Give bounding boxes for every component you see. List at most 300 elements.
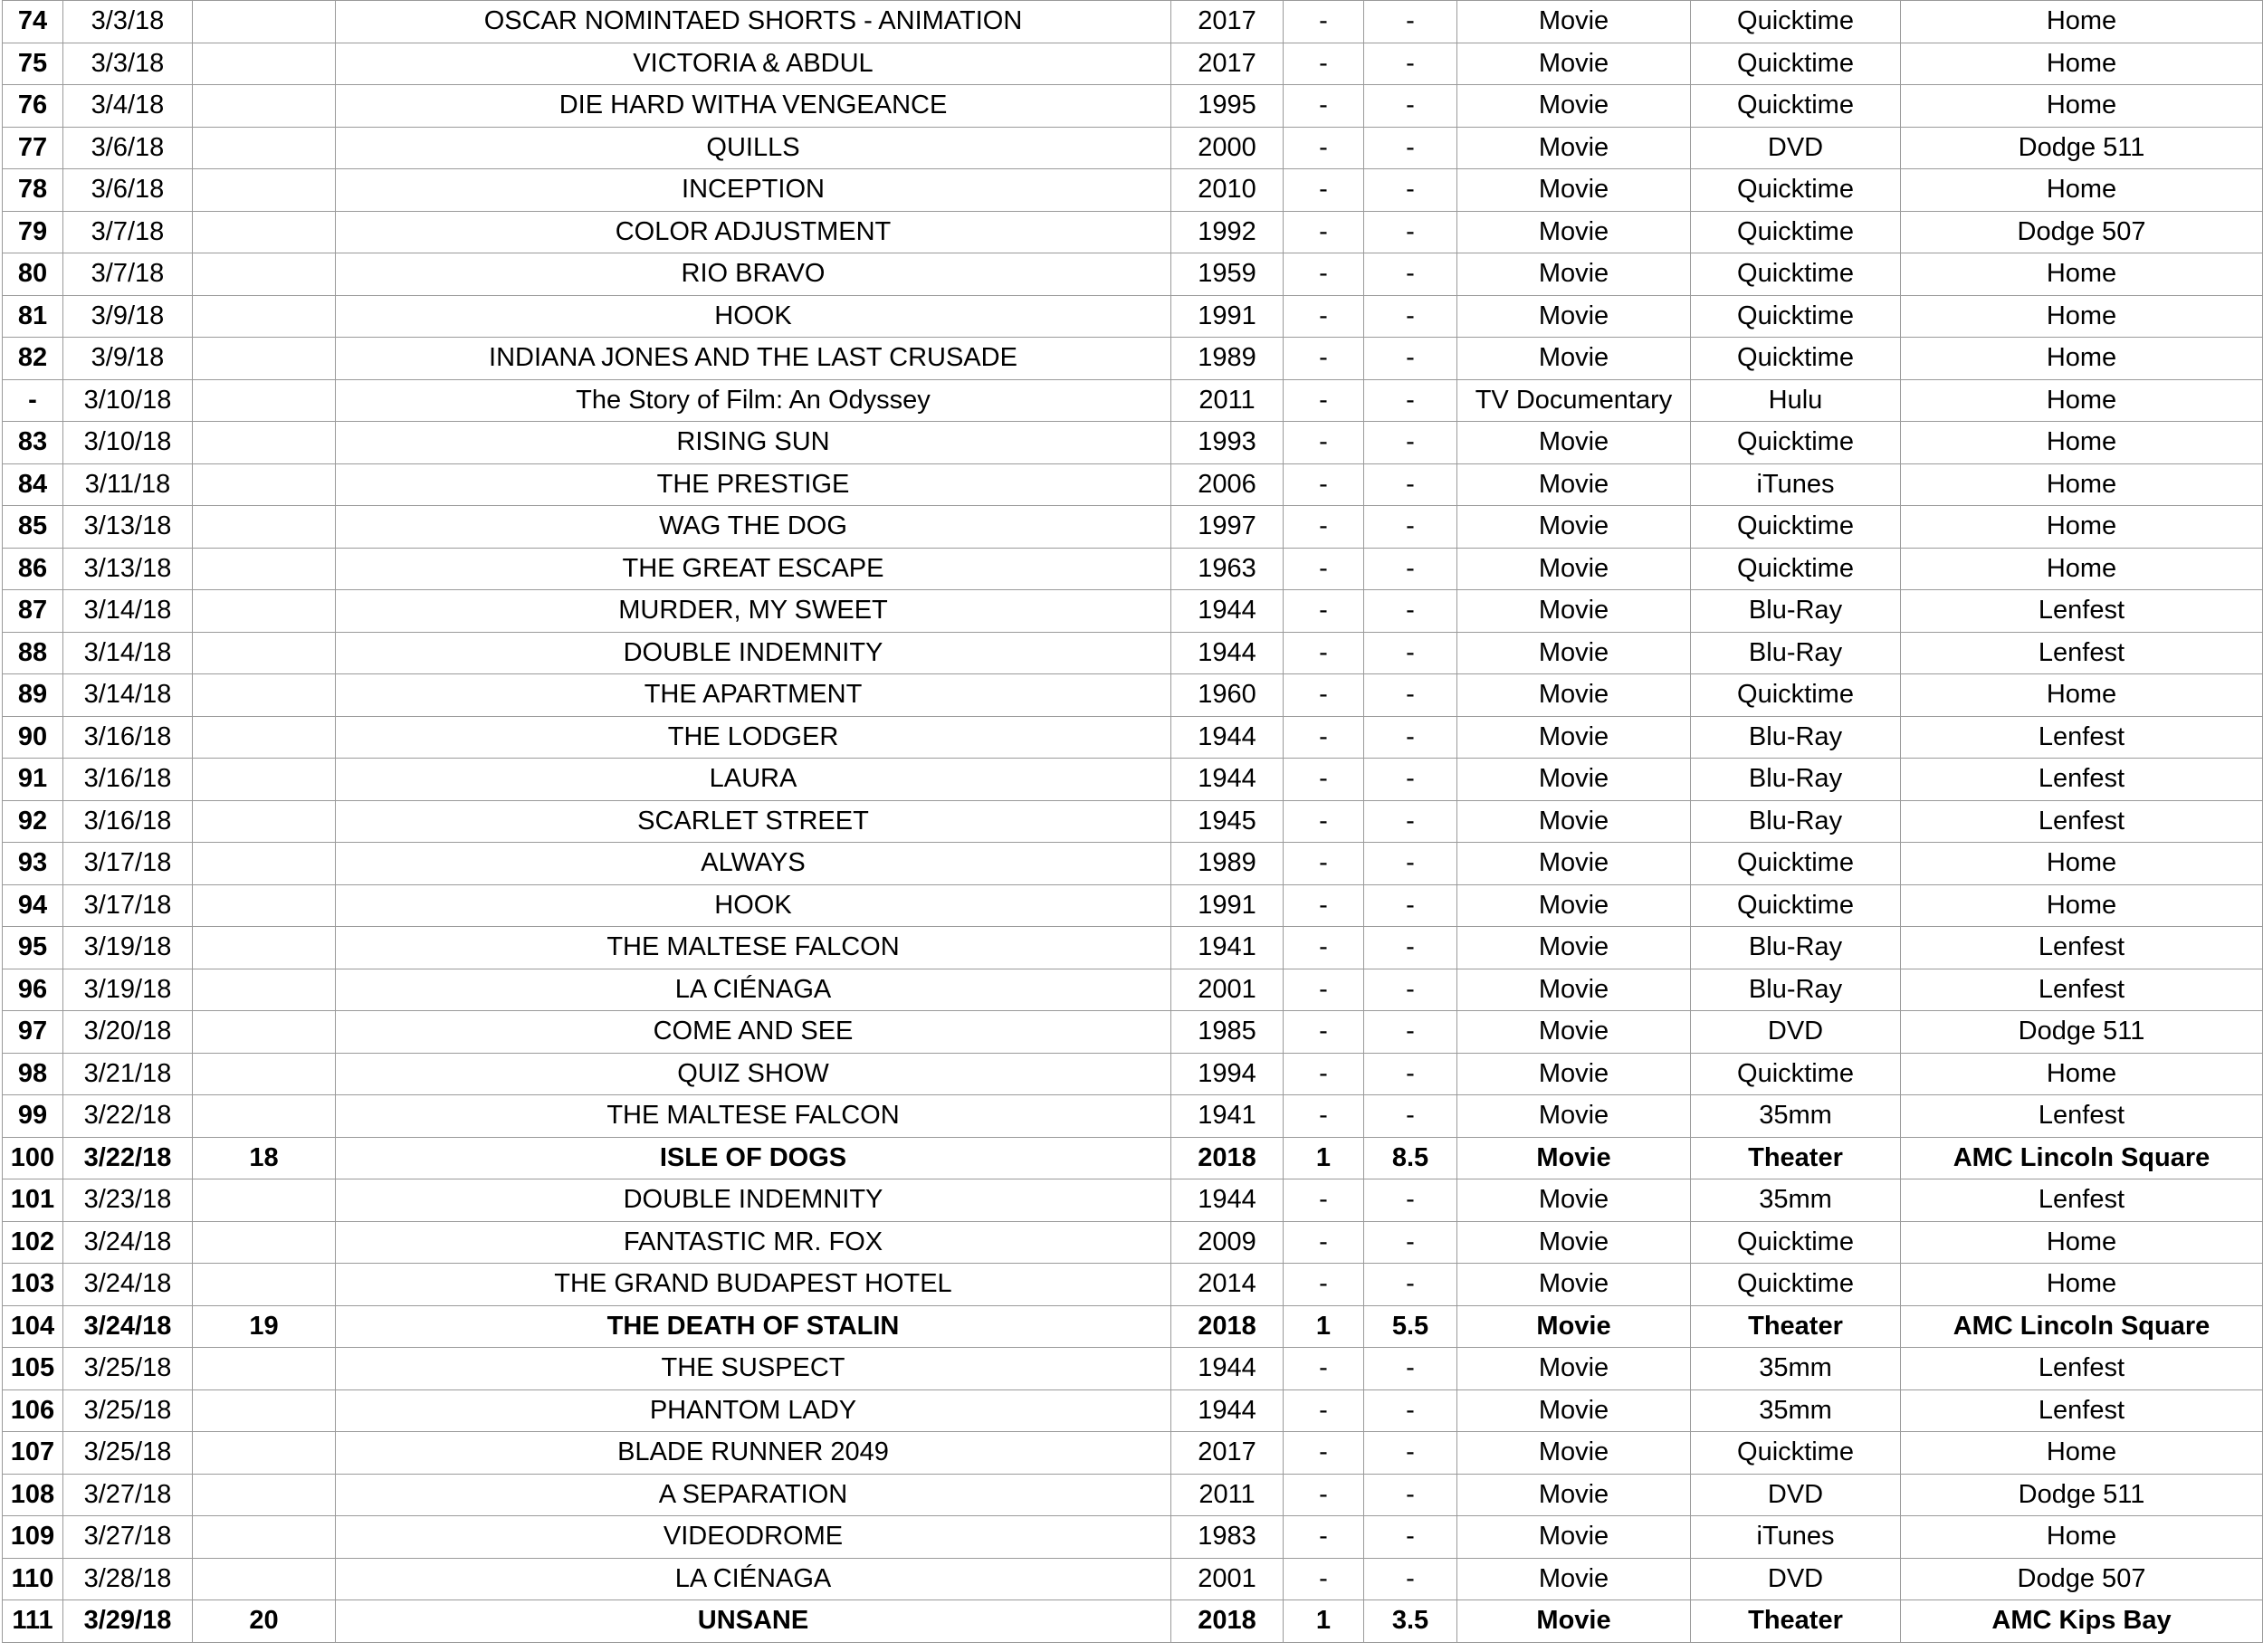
table-row <box>3 843 2263 885</box>
first-viewing-cell: - <box>1284 253 1364 296</box>
format-cell: Quicktime <box>1691 506 1901 549</box>
rating-cell: - <box>1364 1053 1457 1095</box>
first-viewing-cell: - <box>1284 632 1364 674</box>
title-cell: OSCAR NOMINTAED SHORTS - ANIMATION <box>336 1 1171 43</box>
row-number-cell: 82 <box>3 338 63 380</box>
year-cell: 2014 <box>1171 1264 1284 1306</box>
type-cell: Movie <box>1457 169 1691 212</box>
date-cell: 3/17/18 <box>63 843 193 885</box>
theater-count-cell <box>193 43 336 85</box>
first-viewing-cell: - <box>1284 674 1364 717</box>
row-number-cell: 81 <box>3 295 63 338</box>
format-cell: Blu-Ray <box>1691 759 1901 801</box>
first-viewing-cell: - <box>1284 800 1364 843</box>
row-number-cell: 96 <box>3 969 63 1011</box>
table-row <box>3 800 2263 843</box>
year-cell: 1944 <box>1171 1179 1284 1222</box>
row-number-cell: 108 <box>3 1474 63 1516</box>
venue-cell: Home <box>1901 1432 2263 1475</box>
venue-cell: Lenfest <box>1901 716 2263 759</box>
type-cell: Movie <box>1457 884 1691 927</box>
table-row <box>3 422 2263 464</box>
type-cell: Movie <box>1457 1053 1691 1095</box>
first-viewing-cell: - <box>1284 379 1364 422</box>
row-number-cell: 80 <box>3 253 63 296</box>
date-cell: 3/7/18 <box>63 253 193 296</box>
year-cell: 2000 <box>1171 127 1284 169</box>
row-number-cell: 74 <box>3 1 63 43</box>
date-cell: 3/4/18 <box>63 85 193 128</box>
theater-count-cell <box>193 1095 336 1138</box>
theater-count-cell <box>193 1053 336 1095</box>
first-viewing-cell: - <box>1284 1011 1364 1054</box>
date-cell: 3/14/18 <box>63 674 193 717</box>
theater-count-cell <box>193 422 336 464</box>
table-row <box>3 295 2263 338</box>
venue-cell: Home <box>1901 1516 2263 1559</box>
year-cell: 1959 <box>1171 253 1284 296</box>
venue-cell: Home <box>1901 422 2263 464</box>
format-cell: 35mm <box>1691 1095 1901 1138</box>
type-cell: Movie <box>1457 1305 1691 1348</box>
date-cell: 3/19/18 <box>63 927 193 969</box>
venue-cell: AMC Lincoln Square <box>1901 1137 2263 1179</box>
theater-count-cell <box>193 632 336 674</box>
theater-count-cell <box>193 506 336 549</box>
title-cell: ISLE OF DOGS <box>336 1137 1171 1179</box>
format-cell: Quicktime <box>1691 169 1901 212</box>
first-viewing-cell: - <box>1284 1558 1364 1600</box>
title-cell: ALWAYS <box>336 843 1171 885</box>
venue-cell: Lenfest <box>1901 632 2263 674</box>
format-cell: DVD <box>1691 1011 1901 1054</box>
first-viewing-cell: - <box>1284 422 1364 464</box>
film-log-table <box>2 0 2263 1643</box>
type-cell: Movie <box>1457 506 1691 549</box>
type-cell: Movie <box>1457 1474 1691 1516</box>
row-number-cell: 104 <box>3 1305 63 1348</box>
venue-cell: Lenfest <box>1901 590 2263 633</box>
date-cell: 3/25/18 <box>63 1389 193 1432</box>
rating-cell: - <box>1364 127 1457 169</box>
type-cell: Movie <box>1457 1221 1691 1264</box>
table-row <box>3 379 2263 422</box>
format-cell: iTunes <box>1691 1516 1901 1559</box>
venue-cell: Home <box>1901 169 2263 212</box>
date-cell: 3/9/18 <box>63 338 193 380</box>
format-cell: Quicktime <box>1691 1432 1901 1475</box>
theater-count-cell <box>193 211 336 253</box>
year-cell: 1985 <box>1171 1011 1284 1054</box>
year-cell: 2017 <box>1171 43 1284 85</box>
theater-count-cell <box>193 1348 336 1390</box>
rating-cell: - <box>1364 253 1457 296</box>
row-number-cell: 106 <box>3 1389 63 1432</box>
row-number-cell: 92 <box>3 800 63 843</box>
first-viewing-cell: - <box>1284 969 1364 1011</box>
date-cell: 3/16/18 <box>63 716 193 759</box>
date-cell: 3/25/18 <box>63 1348 193 1390</box>
date-cell: 3/22/18 <box>63 1137 193 1179</box>
row-number-cell: 83 <box>3 422 63 464</box>
year-cell: 2018 <box>1171 1600 1284 1643</box>
table-row <box>3 253 2263 296</box>
theater-count-cell <box>193 800 336 843</box>
venue-cell: Home <box>1901 1264 2263 1306</box>
format-cell: Quicktime <box>1691 884 1901 927</box>
date-cell: 3/27/18 <box>63 1474 193 1516</box>
theater-count-cell <box>193 338 336 380</box>
format-cell: Quicktime <box>1691 1264 1901 1306</box>
table-row <box>3 1348 2263 1390</box>
theater-count-cell <box>193 1011 336 1054</box>
format-cell: Blu-Ray <box>1691 632 1901 674</box>
table-row <box>3 1558 2263 1600</box>
theater-count-cell <box>193 379 336 422</box>
title-cell: UNSANE <box>336 1600 1171 1643</box>
rating-cell: - <box>1364 632 1457 674</box>
title-cell: HOOK <box>336 295 1171 338</box>
format-cell: 35mm <box>1691 1179 1901 1222</box>
theater-count-cell <box>193 85 336 128</box>
format-cell: Quicktime <box>1691 843 1901 885</box>
first-viewing-cell: - <box>1284 1053 1364 1095</box>
year-cell: 1944 <box>1171 590 1284 633</box>
title-cell: LA CIÉNAGA <box>336 969 1171 1011</box>
row-number-cell: 79 <box>3 211 63 253</box>
first-viewing-cell: - <box>1284 463 1364 506</box>
format-cell: Blu-Ray <box>1691 800 1901 843</box>
first-viewing-cell: 1 <box>1284 1137 1364 1179</box>
title-cell: VIDEODROME <box>336 1516 1171 1559</box>
table-row <box>3 1432 2263 1475</box>
type-cell: Movie <box>1457 1516 1691 1559</box>
year-cell: 2009 <box>1171 1221 1284 1264</box>
format-cell: Blu-Ray <box>1691 716 1901 759</box>
venue-cell: Home <box>1901 253 2263 296</box>
first-viewing-cell: - <box>1284 1474 1364 1516</box>
venue-cell: Lenfest <box>1901 1389 2263 1432</box>
type-cell: Movie <box>1457 674 1691 717</box>
row-number-cell: 78 <box>3 169 63 212</box>
date-cell: 3/20/18 <box>63 1011 193 1054</box>
title-cell: VICTORIA & ABDUL <box>336 43 1171 85</box>
format-cell: 35mm <box>1691 1348 1901 1390</box>
type-cell: Movie <box>1457 969 1691 1011</box>
date-cell: 3/28/18 <box>63 1558 193 1600</box>
format-cell: Quicktime <box>1691 1053 1901 1095</box>
first-viewing-cell: - <box>1284 169 1364 212</box>
type-cell: Movie <box>1457 1348 1691 1390</box>
title-cell: LA CIÉNAGA <box>336 1558 1171 1600</box>
first-viewing-cell: - <box>1284 295 1364 338</box>
type-cell: TV Documentary <box>1457 379 1691 422</box>
rating-cell: - <box>1364 1516 1457 1559</box>
row-number-cell: 105 <box>3 1348 63 1390</box>
row-number-cell: 88 <box>3 632 63 674</box>
format-cell: Theater <box>1691 1305 1901 1348</box>
rating-cell: - <box>1364 1264 1457 1306</box>
year-cell: 1994 <box>1171 1053 1284 1095</box>
first-viewing-cell: - <box>1284 1264 1364 1306</box>
first-viewing-cell: - <box>1284 1348 1364 1390</box>
year-cell: 1992 <box>1171 211 1284 253</box>
format-cell: Blu-Ray <box>1691 590 1901 633</box>
type-cell: Movie <box>1457 716 1691 759</box>
first-viewing-cell: - <box>1284 506 1364 549</box>
row-number-cell: 107 <box>3 1432 63 1475</box>
title-cell: QUIZ SHOW <box>336 1053 1171 1095</box>
theater-count-cell <box>193 884 336 927</box>
first-viewing-cell: - <box>1284 211 1364 253</box>
date-cell: 3/14/18 <box>63 590 193 633</box>
table-row <box>3 927 2263 969</box>
table-row <box>3 85 2263 128</box>
year-cell: 1941 <box>1171 1095 1284 1138</box>
rating-cell: - <box>1364 295 1457 338</box>
venue-cell: AMC Kips Bay <box>1901 1600 2263 1643</box>
date-cell: 3/17/18 <box>63 884 193 927</box>
row-number-cell: 103 <box>3 1264 63 1306</box>
venue-cell: Lenfest <box>1901 1095 2263 1138</box>
venue-cell: Dodge 507 <box>1901 211 2263 253</box>
rating-cell: - <box>1364 43 1457 85</box>
title-cell: RIO BRAVO <box>336 253 1171 296</box>
title-cell: DOUBLE INDEMNITY <box>336 632 1171 674</box>
venue-cell: Home <box>1901 1053 2263 1095</box>
title-cell: THE GRAND BUDAPEST HOTEL <box>336 1264 1171 1306</box>
venue-cell: Home <box>1901 295 2263 338</box>
venue-cell: Home <box>1901 843 2263 885</box>
format-cell: Quicktime <box>1691 1221 1901 1264</box>
theater-count-cell <box>193 674 336 717</box>
format-cell: Quicktime <box>1691 1 1901 43</box>
rating-cell: - <box>1364 843 1457 885</box>
title-cell: DIE HARD WITHA VENGEANCE <box>336 85 1171 128</box>
theater-count-cell <box>193 969 336 1011</box>
theater-count-cell <box>193 1389 336 1432</box>
year-cell: 2006 <box>1171 463 1284 506</box>
venue-cell: Dodge 511 <box>1901 1474 2263 1516</box>
table-row <box>3 1179 2263 1222</box>
first-viewing-cell: - <box>1284 884 1364 927</box>
theater-count-cell <box>193 548 336 590</box>
date-cell: 3/29/18 <box>63 1600 193 1643</box>
type-cell: Movie <box>1457 253 1691 296</box>
table-row <box>3 1474 2263 1516</box>
type-cell: Movie <box>1457 1011 1691 1054</box>
first-viewing-cell: - <box>1284 1432 1364 1475</box>
theater-count-cell <box>193 1 336 43</box>
venue-cell: Lenfest <box>1901 969 2263 1011</box>
type-cell: Movie <box>1457 800 1691 843</box>
rating-cell: - <box>1364 548 1457 590</box>
type-cell: Movie <box>1457 422 1691 464</box>
title-cell: INDIANA JONES AND THE LAST CRUSADE <box>336 338 1171 380</box>
date-cell: 3/6/18 <box>63 127 193 169</box>
title-cell: THE LODGER <box>336 716 1171 759</box>
venue-cell: Lenfest <box>1901 800 2263 843</box>
year-cell: 2018 <box>1171 1137 1284 1179</box>
date-cell: 3/21/18 <box>63 1053 193 1095</box>
theater-count-cell <box>193 590 336 633</box>
first-viewing-cell: - <box>1284 1 1364 43</box>
rating-cell: - <box>1364 759 1457 801</box>
date-cell: 3/7/18 <box>63 211 193 253</box>
first-viewing-cell: - <box>1284 1179 1364 1222</box>
year-cell: 1995 <box>1171 85 1284 128</box>
type-cell: Movie <box>1457 632 1691 674</box>
rating-cell: - <box>1364 969 1457 1011</box>
format-cell: iTunes <box>1691 463 1901 506</box>
date-cell: 3/23/18 <box>63 1179 193 1222</box>
year-cell: 1993 <box>1171 422 1284 464</box>
type-cell: Movie <box>1457 1389 1691 1432</box>
table-row <box>3 1389 2263 1432</box>
venue-cell: Lenfest <box>1901 1179 2263 1222</box>
year-cell: 1945 <box>1171 800 1284 843</box>
format-cell: Quicktime <box>1691 674 1901 717</box>
type-cell: Movie <box>1457 1 1691 43</box>
rating-cell: - <box>1364 884 1457 927</box>
row-number-cell: 102 <box>3 1221 63 1264</box>
rating-cell: 3.5 <box>1364 1600 1457 1643</box>
year-cell: 1941 <box>1171 927 1284 969</box>
theater-count-cell <box>193 843 336 885</box>
table-row <box>3 1011 2263 1054</box>
table-row <box>3 127 2263 169</box>
type-cell: Movie <box>1457 463 1691 506</box>
table-row <box>3 169 2263 212</box>
table-row <box>3 1137 2263 1179</box>
format-cell: DVD <box>1691 1558 1901 1600</box>
format-cell: 35mm <box>1691 1389 1901 1432</box>
year-cell: 1991 <box>1171 884 1284 927</box>
table-row <box>3 1516 2263 1559</box>
rating-cell: - <box>1364 506 1457 549</box>
theater-count-cell <box>193 169 336 212</box>
type-cell: Movie <box>1457 759 1691 801</box>
format-cell: Quicktime <box>1691 295 1901 338</box>
year-cell: 1989 <box>1171 843 1284 885</box>
first-viewing-cell: 1 <box>1284 1600 1364 1643</box>
rating-cell: - <box>1364 1011 1457 1054</box>
year-cell: 1944 <box>1171 1389 1284 1432</box>
table-row <box>3 674 2263 717</box>
format-cell: DVD <box>1691 127 1901 169</box>
row-number-cell: 90 <box>3 716 63 759</box>
table-row <box>3 1 2263 43</box>
date-cell: 3/24/18 <box>63 1264 193 1306</box>
title-cell: THE SUSPECT <box>336 1348 1171 1390</box>
title-cell: A SEPARATION <box>336 1474 1171 1516</box>
date-cell: 3/9/18 <box>63 295 193 338</box>
format-cell: Quicktime <box>1691 85 1901 128</box>
table-row <box>3 632 2263 674</box>
theater-count-cell <box>193 463 336 506</box>
title-cell: The Story of Film: An Odyssey <box>336 379 1171 422</box>
venue-cell: Dodge 511 <box>1901 127 2263 169</box>
year-cell: 1944 <box>1171 759 1284 801</box>
theater-count-cell: 19 <box>193 1305 336 1348</box>
venue-cell: Home <box>1901 1221 2263 1264</box>
date-cell: 3/27/18 <box>63 1516 193 1559</box>
date-cell: 3/11/18 <box>63 463 193 506</box>
rating-cell: - <box>1364 1558 1457 1600</box>
first-viewing-cell: - <box>1284 338 1364 380</box>
row-number-cell: 89 <box>3 674 63 717</box>
rating-cell: - <box>1364 800 1457 843</box>
row-number-cell: 100 <box>3 1137 63 1179</box>
year-cell: 1944 <box>1171 1348 1284 1390</box>
rating-cell: - <box>1364 1348 1457 1390</box>
venue-cell: AMC Lincoln Square <box>1901 1305 2263 1348</box>
rating-cell: 8.5 <box>1364 1137 1457 1179</box>
table-row <box>3 716 2263 759</box>
format-cell: Quicktime <box>1691 253 1901 296</box>
theater-count-cell: 18 <box>193 1137 336 1179</box>
row-number-cell: 98 <box>3 1053 63 1095</box>
title-cell: DOUBLE INDEMNITY <box>336 1179 1171 1222</box>
venue-cell: Home <box>1901 506 2263 549</box>
theater-count-cell <box>193 1558 336 1600</box>
type-cell: Movie <box>1457 927 1691 969</box>
table-row <box>3 590 2263 633</box>
date-cell: 3/25/18 <box>63 1432 193 1475</box>
date-cell: 3/10/18 <box>63 422 193 464</box>
rating-cell: - <box>1364 716 1457 759</box>
table-row <box>3 1053 2263 1095</box>
title-cell: THE PRESTIGE <box>336 463 1171 506</box>
date-cell: 3/16/18 <box>63 800 193 843</box>
first-viewing-cell: - <box>1284 590 1364 633</box>
rating-cell: - <box>1364 1389 1457 1432</box>
first-viewing-cell: - <box>1284 127 1364 169</box>
year-cell: 2011 <box>1171 1474 1284 1516</box>
first-viewing-cell: - <box>1284 759 1364 801</box>
theater-count-cell <box>193 1432 336 1475</box>
row-number-cell: 94 <box>3 884 63 927</box>
date-cell: 3/22/18 <box>63 1095 193 1138</box>
title-cell: BLADE RUNNER 2049 <box>336 1432 1171 1475</box>
theater-count-cell <box>193 716 336 759</box>
year-cell: 2011 <box>1171 379 1284 422</box>
year-cell: 1963 <box>1171 548 1284 590</box>
rating-cell: - <box>1364 338 1457 380</box>
row-number-cell: 76 <box>3 85 63 128</box>
theater-count-cell <box>193 295 336 338</box>
venue-cell: Home <box>1901 548 2263 590</box>
year-cell: 1997 <box>1171 506 1284 549</box>
row-number-cell: 111 <box>3 1600 63 1643</box>
first-viewing-cell: - <box>1284 1389 1364 1432</box>
date-cell: 3/14/18 <box>63 632 193 674</box>
title-cell: THE DEATH OF STALIN <box>336 1305 1171 1348</box>
date-cell: 3/3/18 <box>63 1 193 43</box>
type-cell: Movie <box>1457 1600 1691 1643</box>
year-cell: 2017 <box>1171 1432 1284 1475</box>
date-cell: 3/10/18 <box>63 379 193 422</box>
type-cell: Movie <box>1457 1179 1691 1222</box>
year-cell: 1944 <box>1171 632 1284 674</box>
row-number-cell: 101 <box>3 1179 63 1222</box>
rating-cell: - <box>1364 674 1457 717</box>
venue-cell: Home <box>1901 85 2263 128</box>
first-viewing-cell: 1 <box>1284 1305 1364 1348</box>
rating-cell: - <box>1364 211 1457 253</box>
year-cell: 2018 <box>1171 1305 1284 1348</box>
title-cell: QUILLS <box>336 127 1171 169</box>
